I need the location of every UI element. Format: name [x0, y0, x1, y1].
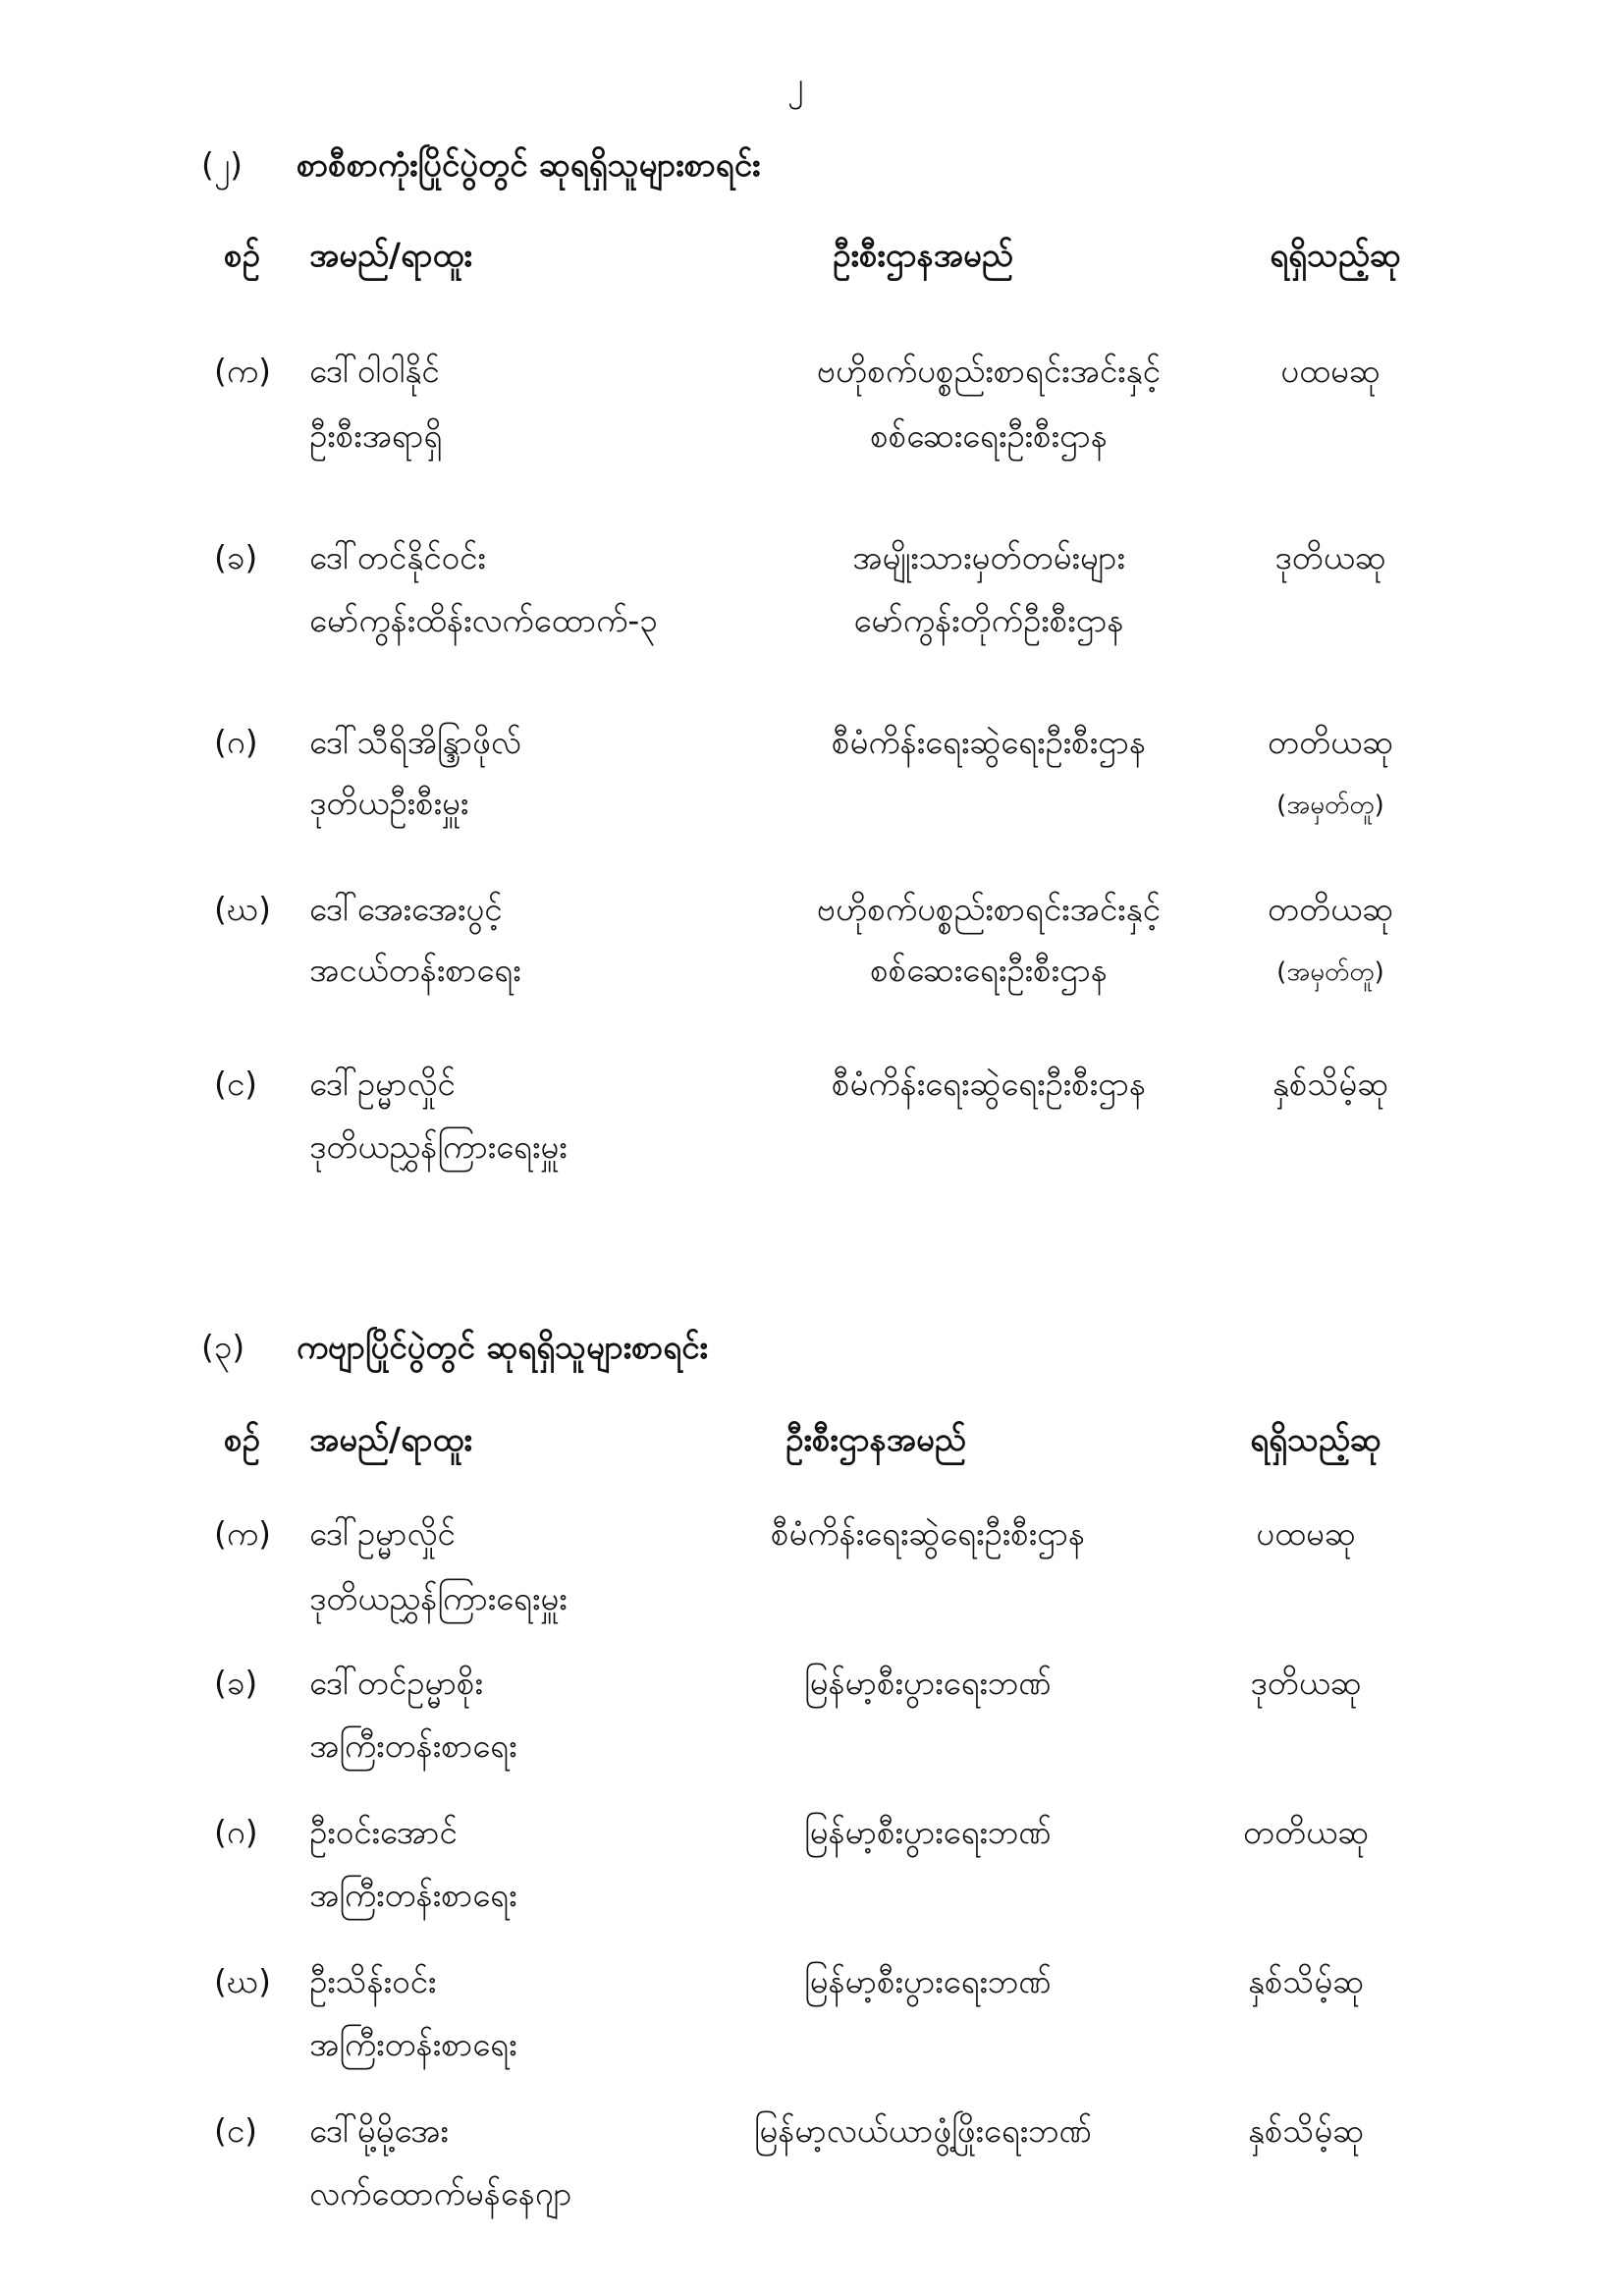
row-award: နှစ်သိမ့်ဆု [1247, 2111, 1365, 2150]
row-serial: (ဂ) [214, 1813, 258, 1851]
row-name: ဒေါ်ဥမ္မာလှိုင် [309, 1514, 456, 1553]
row-department: ဗဟိုစက်ပစ္စည်းစာရင်းအင်းနှင့် [817, 890, 1161, 928]
row-award: ဒုတိယဆု [1250, 1664, 1362, 1702]
row-serial: (က) [214, 1514, 272, 1553]
row-name: ဒေါ်ဝါဝါနိုင် [309, 352, 440, 390]
row-department: စီမံကိန်းရေးဆွဲရေးဦးစီးဌာန [770, 1514, 1086, 1553]
row-department: ဗဟိုစက်ပစ္စည်းစာရင်းအင်းနှင့် [817, 352, 1161, 390]
row-serial: (ခ) [214, 538, 258, 576]
row-serial: (ဃ) [214, 1962, 271, 2000]
row-award-note: (အမှတ်တူ) [1276, 791, 1384, 820]
row-name: ဒေါ်သီရိအိန္ဒြာဖိုလ် [309, 723, 521, 761]
row-department: စီမံကိန်းရေးဆွဲရေးဦးစီးဌာန [831, 723, 1147, 761]
row-name: ဒေါ်တင်ဥမ္မာစိုး [309, 1664, 483, 1702]
row-name: ဒေါ်မို့မို့အေး [309, 2111, 449, 2150]
row-serial: (ဂ) [214, 723, 258, 761]
row-rank: အကြီးတန်းစာရေး [309, 2025, 517, 2063]
section-number: (၂) [201, 145, 243, 184]
row-department: စီမံကိန်းရေးဆွဲရေးဦးစီးဌာန [831, 1065, 1147, 1103]
row-department-line2: မော်ကွန်းတိုက်ဦးစီးဌာန [853, 601, 1124, 639]
header-name-rank: အမည်/ရာထူး [309, 236, 472, 274]
row-department: မြန်မာ့စီးပွားရေးဘဏ် [804, 1813, 1052, 1851]
header-serial: စဉ် [224, 1420, 260, 1458]
section-number: (၃) [201, 1328, 245, 1366]
row-award: တတိယဆု [1267, 723, 1394, 761]
row-name: ဒေါ်ဥမ္မာလှိုင် [309, 1065, 456, 1103]
row-serial: (ခ) [214, 1664, 258, 1702]
row-rank: ဒုတိယညွှန်ကြားရေးမှူး [309, 1579, 568, 1617]
row-rank: လက်ထောက်မန်နေဂျာ [309, 2174, 572, 2213]
page-number: ၂ [786, 65, 804, 103]
row-name: ဦးဝင်းအောင် [309, 1813, 458, 1851]
header-department: ဦးစီးဌာနအမည် [785, 1420, 966, 1458]
header-serial: စဉ် [224, 236, 260, 274]
row-name: ဒေါ်တင်နိုင်ဝင်း [309, 538, 486, 576]
header-award: ရရှိသည့်ဆု [1250, 1420, 1381, 1458]
section-title: စာစီစာကုံးပြိုင်ပွဲတွင် ဆုရရှိသူများစာရင်း [297, 145, 761, 184]
row-award: တတိယဆု [1267, 890, 1394, 928]
row-award: နှစ်သိမ့်ဆု [1247, 1962, 1365, 2000]
row-award-note: (အမှတ်တူ) [1276, 957, 1384, 987]
row-department: အမျိုးသားမှတ်တမ်းများ [852, 538, 1125, 576]
row-rank: ဒုတိယဦးစီးမှူး [309, 784, 469, 822]
row-serial: (က) [214, 352, 272, 390]
row-rank: အကြီးတန်းစာရေး [309, 1876, 517, 1914]
row-rank: ဒုတိယညွှန်ကြားရေးမှူး [309, 1127, 568, 1166]
row-rank: အကြီးတန်းစာရေး [309, 1726, 517, 1765]
row-award: ပထမဆု [1256, 1514, 1356, 1553]
row-department-line2: စစ်ဆေးရေးဦးစီးဌာန [870, 951, 1108, 989]
row-name: ဒေါ်အေးအေးပွင့် [309, 890, 503, 928]
row-department: မြန်မာ့စီးပွားရေးဘဏ် [804, 1664, 1052, 1702]
row-award: တတိယဆု [1242, 1813, 1370, 1851]
row-award: ဒုတိယဆု [1274, 538, 1386, 576]
row-department: မြန်မာ့လယ်ယာဖွံ့ဖြိုးရေးဘဏ် [753, 2111, 1093, 2150]
row-serial: (ဃ) [214, 890, 271, 928]
section-title: ကဗျာပြိုင်ပွဲတွင် ဆုရရှိသူများစာရင်း [297, 1328, 708, 1366]
row-rank: မော်ကွန်းထိန်းလက်ထောက်-၃ [309, 601, 658, 639]
header-award: ရရှိသည့်ဆု [1270, 236, 1401, 274]
row-department-line2: စစ်ဆေးရေးဦးစီးဌာန [870, 416, 1108, 455]
row-rank: အငယ်တန်းစာရေး [309, 951, 521, 989]
row-department: မြန်မာ့စီးပွားရေးဘဏ် [804, 1962, 1052, 2000]
row-rank: ဦးစီးအရာရှိ [309, 416, 443, 455]
header-name-rank: အမည်/ရာထူး [309, 1420, 472, 1458]
row-award: နှစ်သိမ့်ဆု [1272, 1065, 1389, 1103]
row-award: ပထမဆု [1280, 352, 1380, 390]
row-name: ဦးသိန်းဝင်း [309, 1962, 437, 2000]
row-serial: (င) [214, 1065, 258, 1103]
row-serial: (င) [214, 2111, 258, 2150]
header-department: ဦးစီးဌာနအမည် [833, 236, 1013, 274]
